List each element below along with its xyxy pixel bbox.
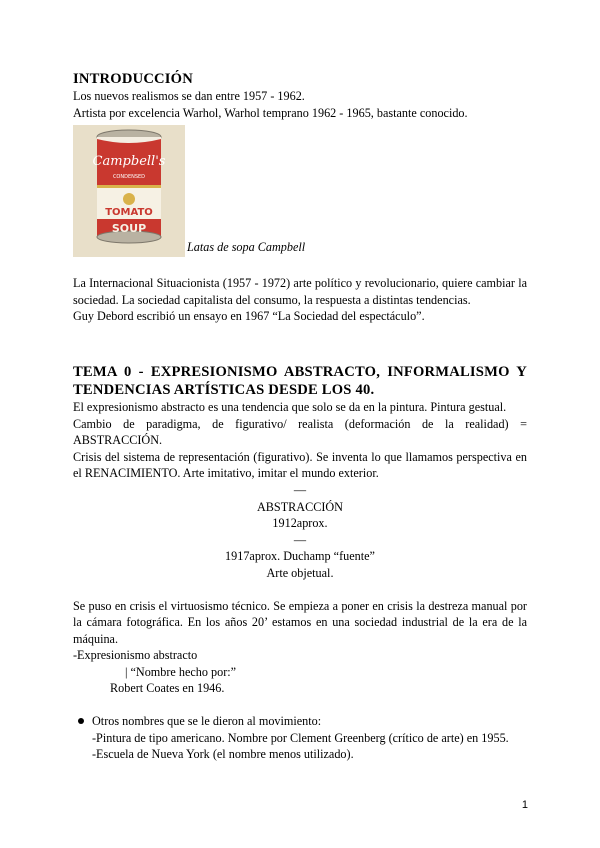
intro-line-1: Los nuevos realismos se dan entre 1957 - 1962. (73, 89, 305, 103)
bullet-sub-1: -Pintura de tipo americano. Nombre por Clement Greenberg (crítico de arte) en 1955. (92, 730, 509, 745)
intro-heading: INTRODUCCIÓN (73, 71, 193, 87)
intro-paragraph-1: La Internacional Situacionista (1957 - 1972) arte político y revolucionario, quiere cambiar la sociedad. La sociedad capitalista del consumo, la respuesta a distintas tendencias. (73, 276, 527, 307)
other-names-list (73, 713, 527, 763)
bullet-sub-2: -Escuela de Nueva York (el nombre menos utilizado). (92, 747, 354, 762)
page-content (73, 70, 527, 763)
expresionismo-label: -Expresionismo abstracto (73, 648, 198, 663)
can-brand-text: Campbell's (92, 154, 166, 170)
timeline-duchamp: 1917aprox. Duchamp “fuente” (225, 549, 375, 564)
timeline-arte-objetual: Arte objetual. (266, 565, 334, 580)
tema0-paragraph-2: Cambio de paradigma, de figurativo/ realista (deformación de la realidad) = ABSTRACCIÓN. (73, 416, 527, 448)
can-sub-text: CONDENSED (112, 174, 146, 181)
timeline-dash-1: — (293, 482, 307, 497)
campbell-figure (73, 125, 527, 257)
campbell-soup-can-image (73, 125, 185, 257)
can-line2-text: SOUP (111, 222, 147, 236)
tema0-paragraph-3: Crisis del sistema de representación (figurativo). Se inventa lo que llamamos perspectiva en el RENACIMIENTO. Arte imitativo, imitar el mundo exterior. (73, 449, 527, 481)
timeline-date-1912: 1912aprox. (272, 516, 328, 531)
bullet-text: Otros nombres que se le dieron al movimiento: (92, 714, 322, 729)
timeline-block (73, 482, 527, 582)
section-spacer (73, 325, 527, 363)
timeline-dash-2: — (293, 532, 307, 547)
page-number: 1 (521, 799, 528, 811)
tema0-paragraph-1: El expresionismo abstracto es una tendencia que solo se da en la pintura. Pintura gestual. (73, 399, 507, 414)
intro-line-2: Artista por excelencia Warhol, Warhol temprano 1962 - 1965, bastante conocido. (73, 105, 468, 120)
tema0-heading: TEMA 0 - EXPRESIONISMO ABSTRACTO, INFORMALISMO Y TENDENCIAS ARTÍSTICAS DESDE LOS 40. (73, 363, 527, 398)
timeline-abstraccion: ABSTRACCIÓN (256, 499, 343, 514)
nombre-hecho-por: | “Nombre hecho por:” (125, 664, 237, 679)
intro-paragraph-2: Guy Debord escribió un ensayo en 1967 “La Sociedad del espectáculo”. (73, 309, 425, 324)
can-line1-text: TOMATO (105, 207, 153, 219)
list-item (73, 713, 527, 763)
bullet-icon (78, 718, 84, 724)
image-caption: Latas de sopa Campbell (187, 239, 306, 254)
robert-coates-line: Robert Coates en 1946. (110, 681, 225, 696)
tema0-paragraph-4: Se puso en crisis el virtuosismo técnico. Se empieza a poner en crisis la destreza manual por la cámara fotográfica. En los años 20’ estamos en una sociedad industrial de la era de la máquina. (73, 598, 527, 646)
